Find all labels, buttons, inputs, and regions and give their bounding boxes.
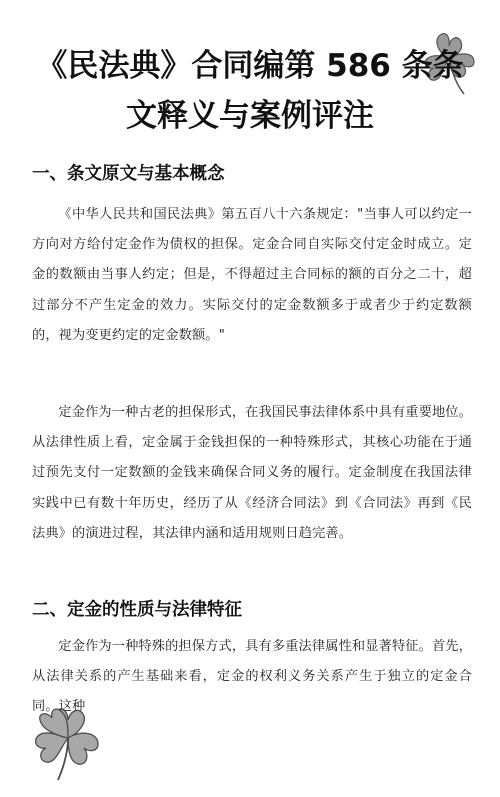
paragraph: 《中华人民共和国民法典》第五百八十六条规定："当事人可以约定一方向对方给付定金作为债权的担保。定金合同自实际交付定金时成立。定金的数额由当事人约定；但是，不得超过主合同标的额的百分之二十，超过部分不产生定金的效力。实际交付的定金数额多于或者少于约定数额的，视为变更约定的定金数额。" (32, 207, 472, 343)
document-title-line-2: 文释义与案例评注 (126, 98, 374, 134)
section-heading: 一、条文原文与基本概念 (32, 164, 225, 184)
section-heading: 二、定金的性质与法律特征 (32, 600, 242, 620)
paragraph: 定金作为一种古老的担保形式，在我国民事法律体系中具有重要地位。从法律性质上看，定金属于金钱担保的一种特殊形式，其核心功能在于通过预先支付一定数额的金钱来确保合同义务的履行。定金制度在我国法律实践中已有数十年历史，经历了从《经济合同法》到《合同法》再到《民法典》的演进过程，其法律内涵和适用规则日趋完善。 (32, 405, 472, 541)
paragraph: 定金作为一种特殊的担保方式，具有多重法律属性和显著特征。首先，从法律关系的产生基础来看，定金的权利义务关系产生于独立的定金合同。这种 (32, 639, 472, 715)
document-title-line-1: 《民法典》合同编第 586 条条 (36, 48, 464, 84)
